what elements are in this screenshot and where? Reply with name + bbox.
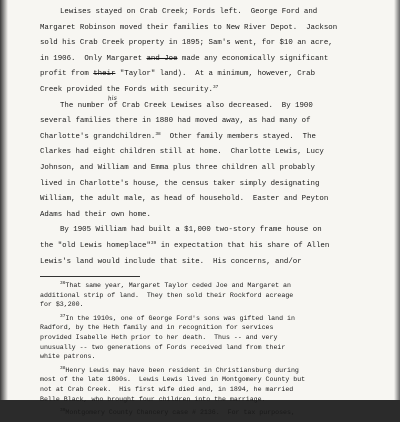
line-text: Margaret Robinson moved their families to New River Depot. Jackson: [40, 23, 338, 32]
footnote-separator: [40, 276, 140, 277]
body-line-p1l1: [40, 5, 390, 21]
body-line-p1l3: [40, 36, 390, 52]
body-line-p3l2: [40, 239, 390, 255]
footnote-number: 37: [60, 313, 66, 319]
body-line-p1l6: [40, 83, 390, 99]
footnote-text: white patrons.: [40, 353, 96, 361]
struck-text: their: [93, 70, 116, 79]
footnote-text: most of the late 1800s. Lewis Lewis lived in Montgomery County but: [40, 376, 306, 384]
body-line-p1l5: [40, 67, 390, 83]
footnote-line-fn38: [40, 395, 390, 405]
footnote-line-fn38: [40, 375, 390, 385]
body-line-p2l4: [40, 145, 390, 161]
line-text: several families there in 1880 had moved away, as had many of: [40, 117, 311, 126]
line-text: Charlotte's grandchildren.: [40, 132, 156, 141]
footnote-text: not at Crab Creek. His first wife died and, in 1894, he married: [40, 386, 294, 394]
footnote-text: unusually -- two generations of Fords received land from their: [40, 343, 286, 351]
footnote-line-fn37: [40, 352, 390, 362]
footnote-line-fn38: [40, 366, 390, 376]
footnote-line-fn37: [40, 314, 390, 324]
struck-text: and Joe: [146, 54, 178, 63]
line-text: Clarkes had eight children still at home. Charlotte Lewis, Lucy: [40, 148, 324, 157]
footnote-number: 36: [60, 281, 66, 287]
body-line-p2l2: [40, 114, 390, 130]
footnote-number: 38: [60, 365, 66, 371]
footnote-text: for $3,200.: [40, 301, 84, 309]
footnote-line-fn36: [40, 291, 390, 301]
footnote-line-fn37: [40, 333, 390, 343]
footnote-line-fn37: [40, 323, 390, 333]
line-text: "Taylor" land). At a minimum, however, Crab: [115, 70, 316, 79]
footnote-line-fn39: [40, 408, 390, 418]
footnote-line-fn38: [40, 385, 390, 395]
footnote-number: 39: [60, 408, 66, 414]
footnote-text: That same year, Margaret Taylor ceded Joe and Margaret an: [65, 282, 291, 290]
line-text: Other family members stayed. The: [160, 132, 316, 141]
line-text: the "old Lewis homeplace": [40, 241, 151, 250]
line-text: lived in Charlotte's house, the census taker simply designating: [40, 179, 320, 188]
footnote-text: provided Isabelle Heth prior to her death. Thus -- and very: [40, 334, 278, 342]
line-text: By 1905 William had built a $1,000 two-story frame house on: [60, 226, 322, 235]
footnote-text: In the 1910s, one of George Ford's sons was gifted land in: [65, 314, 295, 322]
line-text: William, the adult male, as head of household. Easter and Peyton: [40, 195, 329, 204]
footnote-text: additional strip of land. They then sold their Rockford acreage: [40, 291, 294, 299]
line-text: sold his Crab Creek property in 1895; Sam's went, for $10 an acre,: [40, 39, 333, 48]
line-text: in expectation that his share of Allen: [156, 241, 330, 250]
line-text: Lewises stayed on Crab Creek; Fords left. George Ford and: [60, 8, 318, 16]
body-line-p2l6: [40, 177, 390, 193]
body-line-p1l2: [40, 21, 390, 37]
footnote-text: Montgomery County Chancery case # 2136. For tax purposes,: [65, 409, 295, 417]
line-text: Lewis's land would include that site. His concerns, and/or: [40, 257, 302, 266]
footnote-text: Henry Lewis may have been resident in Christiansburg during: [65, 366, 299, 374]
footnote-line-fn36: [40, 300, 390, 310]
line-text: made any economically significant: [177, 54, 329, 63]
body-line-p3l1: [40, 223, 390, 239]
footnote-marker: 39: [150, 240, 157, 246]
footnote-marker: 38: [155, 131, 161, 137]
body-line-p2l3: [40, 130, 390, 146]
body-line-p2l5: [40, 161, 390, 177]
footnote-line-fn37: [40, 343, 390, 353]
body-line-p1l4: [40, 52, 390, 68]
footnote-gap: [40, 418, 390, 422]
line-text: Creek provided the Fords with security.: [40, 85, 213, 94]
page-shadow-left: [0, 0, 8, 400]
body-line-p2l1: [40, 99, 390, 115]
footnote-text: Radford, by the Heth family and in recognition for services: [40, 324, 274, 332]
page-shadow-right: [394, 0, 400, 400]
footnote-line-fn36: [40, 281, 390, 291]
handwritten-insertion: his: [107, 94, 118, 103]
body-line-p2l7: [40, 192, 390, 208]
footnote-text: Belle Black, who brought four children into the marriage.: [40, 395, 266, 403]
line-text: The number of Crab Creek Lewises also decreased. By 1900: [60, 101, 313, 110]
line-text: Adams had their own home.: [40, 210, 151, 219]
body-line-p3l3: [40, 255, 390, 271]
footnote-marker: 37: [212, 84, 219, 90]
line-text: Johnson, and William and Emma plus three children all probably: [40, 163, 315, 172]
body-line-p2l8: [40, 208, 390, 224]
line-text: profit from: [40, 70, 94, 79]
line-text: in 1906. Only Margaret: [40, 54, 147, 63]
body-text: [40, 5, 390, 422]
